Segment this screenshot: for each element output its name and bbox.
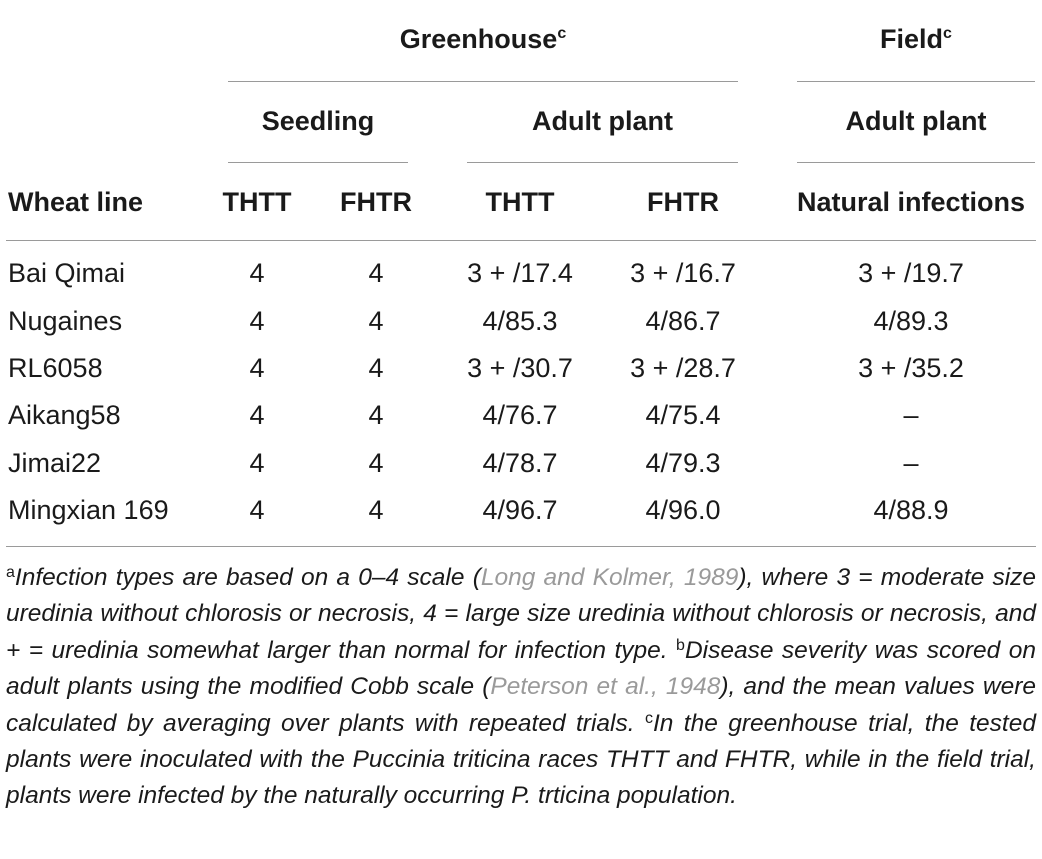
cell-adult-fhtr: 4/96.0 xyxy=(645,495,721,525)
cell-adult-thtt: 4/78.7 xyxy=(482,448,558,478)
cell-adult-fhtr: 3 + /28.7 xyxy=(630,353,736,383)
cell-seedling-thtt: 4 xyxy=(249,258,265,288)
rule-header-bottom xyxy=(6,240,1036,241)
rule-field xyxy=(797,81,1035,82)
cell-seedling-fhtr: 4 xyxy=(368,448,384,478)
footnote-a-text-2: ), where 3 = moderate size uredinia without chlorosis or necrosis, 4 = large size uredinia without chlorosis or necrosis, and + = uredinia somewhat larger than normal for infection type. xyxy=(6,564,1037,664)
header-greenhouse-sup: c xyxy=(557,25,567,42)
col-natural-infections: Natural infections xyxy=(796,187,1026,217)
cell-natural-infections: 3 + /35.2 xyxy=(858,353,964,383)
table-row xyxy=(0,353,1042,401)
rule-seedling xyxy=(228,162,408,163)
col-adult-thtt: THTT xyxy=(485,187,555,217)
rule-adult-plant-greenhouse xyxy=(467,162,738,163)
header-adult-plant-greenhouse: Adult plant xyxy=(532,106,673,136)
cell-natural-infections: – xyxy=(903,400,919,430)
cell-seedling-fhtr: 4 xyxy=(368,353,384,383)
cell-seedling-thtt: 4 xyxy=(249,353,265,383)
rule-table-bottom xyxy=(6,546,1036,547)
footnote-b-text-1: Disease severity was scored on adult plants using the modified Cobb scale ( xyxy=(6,636,1036,701)
rule-adult-plant-field xyxy=(797,162,1035,163)
cell-adult-fhtr: 4/75.4 xyxy=(645,400,721,430)
footnote-c-text: In the greenhouse trial, the tested plants were inoculated with the Puccinia triticina races THTT and FHTR, while in the field trial, plants were infected by the naturally occurring P. trticina population. xyxy=(6,709,1036,810)
header-greenhouse: Greenhouse$^c$ xyxy=(399,24,567,54)
cell-adult-thtt: 3 + /30.7 xyxy=(467,353,573,383)
footnote-b-reference-link[interactable]: Peterson et al., 1948 xyxy=(490,673,721,701)
footnote-a-text-1: Infection types are based on a 0–4 scale ( xyxy=(14,564,481,591)
table-footnote xyxy=(6,560,1036,815)
cell-adult-fhtr: 4/79.3 xyxy=(645,448,721,478)
cell-wheat-line: Aikang58 xyxy=(8,400,121,430)
footnote-c-mark: c xyxy=(644,709,653,727)
table-row xyxy=(0,448,1042,496)
cell-seedling-thtt: 4 xyxy=(249,400,265,430)
table-row xyxy=(0,306,1042,354)
header-field: Field$^c$ xyxy=(880,24,952,54)
header-field-sup: c xyxy=(943,25,952,42)
table-row xyxy=(0,258,1042,306)
cell-natural-infections: 3 + /19.7 xyxy=(858,258,964,288)
table-row xyxy=(0,400,1042,448)
col-seedling-thtt: THTT xyxy=(222,187,292,217)
cell-seedling-fhtr: 4 xyxy=(368,400,384,430)
cell-seedling-fhtr: 4 xyxy=(368,258,384,288)
cell-adult-thtt: 4/96.7 xyxy=(482,495,558,525)
cell-adult-thtt: 3 + /17.4 xyxy=(467,258,573,288)
cell-adult-thtt: 4/85.3 xyxy=(482,306,558,336)
cell-seedling-fhtr: 4 xyxy=(368,495,384,525)
table-row xyxy=(0,495,1042,543)
cell-wheat-line: Jimai22 xyxy=(8,448,102,478)
cell-wheat-line: Bai Qimai xyxy=(8,258,126,288)
cell-seedling-thtt: 4 xyxy=(249,495,265,525)
cell-wheat-line: RL6058 xyxy=(8,353,103,383)
header-adult-plant-field: Adult plant xyxy=(845,106,987,136)
header-seedling: Seedling xyxy=(261,106,375,136)
cell-natural-infections: – xyxy=(903,448,919,478)
cell-seedling-thtt: 4 xyxy=(249,448,265,478)
rule-greenhouse xyxy=(228,81,738,82)
footnote-a-mark: a xyxy=(6,564,15,581)
cell-adult-thtt: 4/76.7 xyxy=(482,400,558,430)
cell-wheat-line: Mingxian 169 xyxy=(8,495,169,525)
col-seedling-fhtr: FHTR xyxy=(340,187,412,217)
footnote-a-reference-link[interactable]: Long and Kolmer, 1989 xyxy=(480,564,739,591)
footnote-b-text-2: ), and the mean values were calculated by averaging over plants with repeated trials. xyxy=(6,673,1036,737)
cell-natural-infections: 4/89.3 xyxy=(873,306,949,336)
cell-seedling-fhtr: 4 xyxy=(368,306,384,336)
cell-adult-fhtr: 4/86.7 xyxy=(645,306,721,336)
cell-adult-fhtr: 3 + /16.7 xyxy=(630,258,736,288)
cell-natural-infections: 4/88.9 xyxy=(873,495,949,525)
footnote-b-mark: b xyxy=(676,636,685,654)
cell-wheat-line: Nugaines xyxy=(8,306,123,336)
col-wheat-line: Wheat line xyxy=(8,187,144,217)
cell-seedling-thtt: 4 xyxy=(249,306,265,336)
col-adult-fhtr: FHTR xyxy=(647,187,719,217)
